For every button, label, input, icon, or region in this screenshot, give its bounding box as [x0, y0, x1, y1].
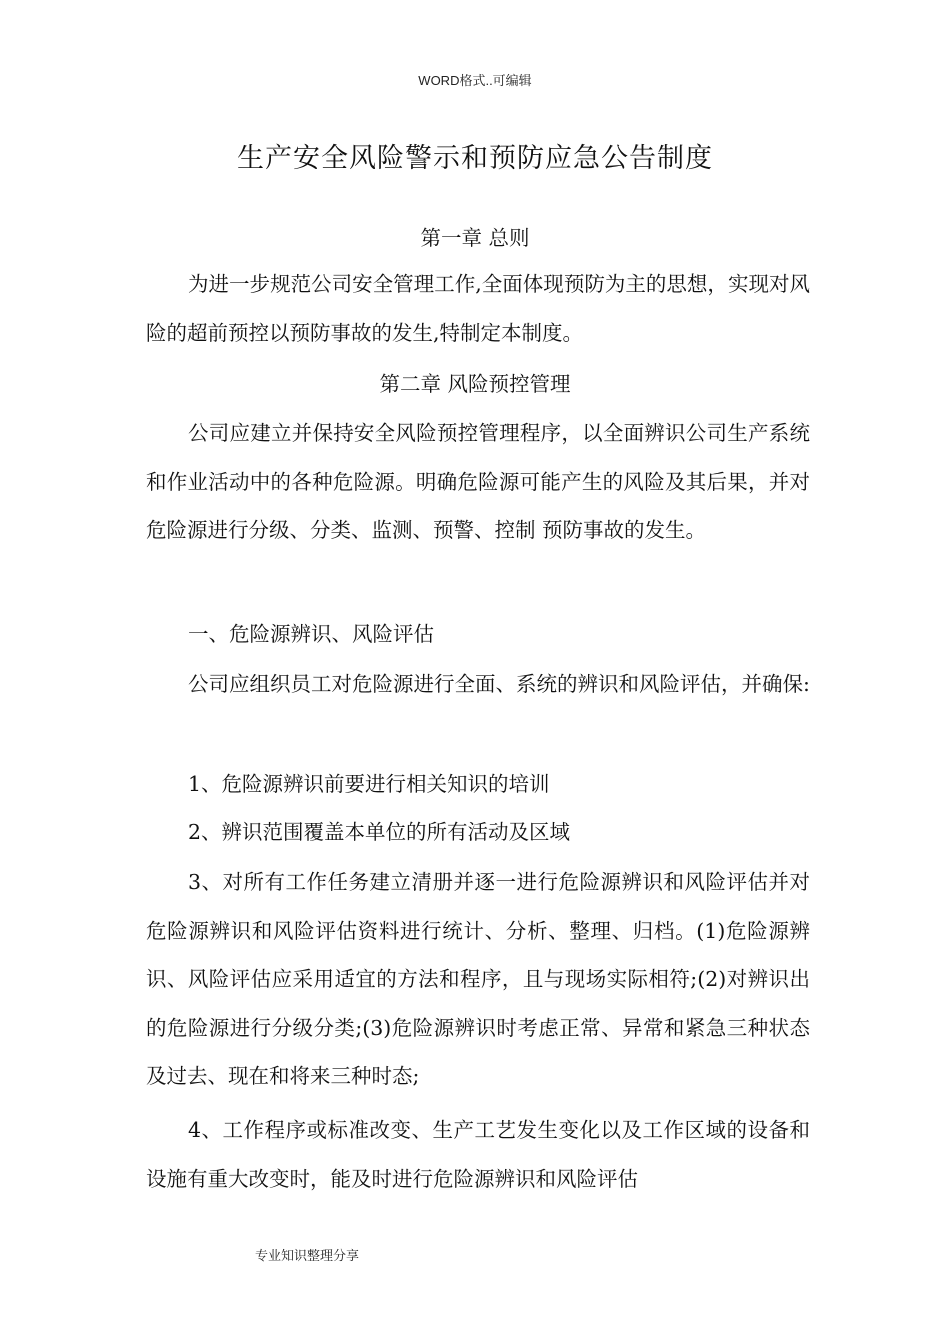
chapter-1-heading: 第一章 总则 [420, 226, 530, 250]
paragraph-risk-management: 公司应建立并保持安全风险预控管理程序，以全面辨识公司生产系统和作业活动中的各种危险源。明确危险源可能产生的风险及其后果，并对危险源进行分级、分类、监测、预警、控制 预防事故的发生。 [146, 421, 810, 542]
list-item-3: 3、对所有工作任务建立清册并逐一进行危险源辨识和风险评估并对危险源辨识和风险评估资料进行统计、分析、整理、归档。(1)危险源辨识、风险评估应采用适宜的方法和程序，且与现场实际相符;(2)对辨识出的危险源进行分级分类;(3)危险源辨识时考虑正常、异常和紧急三种状态及过去、现在和将来三种时态; [146, 870, 810, 1088]
list-item-4: 4、工作程序或标准改变、生产工艺发生变化以及工作区域的设备和设施有重大改变时，能及时进行危险源辨识和风险评估 [146, 1118, 810, 1191]
paragraph-general: 为进一步规范公司安全管理工作,全面体现预防为主的思想，实现对风险的超前预控以预防事故的发生,特制定本制度。 [146, 272, 810, 345]
chapter-2-heading: 第二章 风险预控管理 [379, 372, 571, 396]
section-1-heading: 一、危险源辨识、风险评估 [188, 622, 434, 646]
list-item-2: 2、辨识范围覆盖本单位的所有活动及区域 [188, 820, 571, 844]
document-title: 生产安全风险警示和预防应急公告制度 [237, 143, 713, 174]
page-footer: 专业知识整理分享 [255, 1249, 360, 1264]
page-header: WORD格式..可编辑 [418, 73, 532, 88]
paragraph-identification: 公司应组织员工对危险源进行全面、系统的辨识和风险评估，并确保: [188, 672, 810, 696]
list-item-1: 1、危险源辨识前要进行相关知识的培训 [188, 772, 550, 796]
